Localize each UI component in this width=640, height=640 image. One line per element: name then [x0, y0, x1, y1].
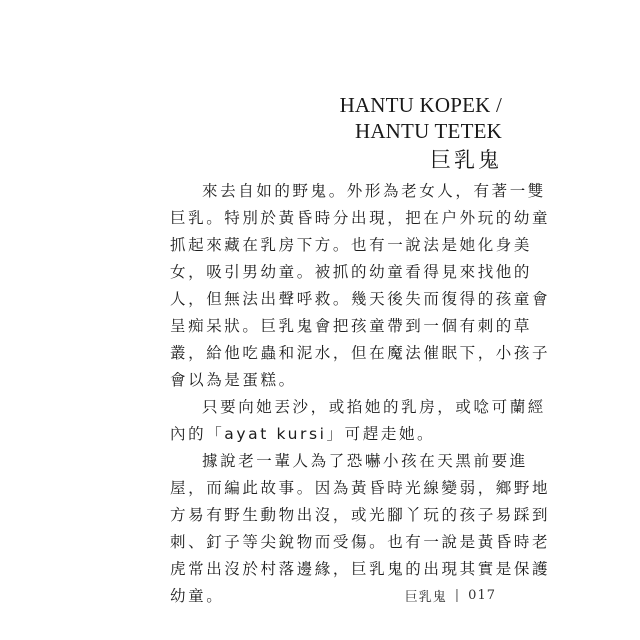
text-line: 內的「ayat kursi」可趕走她。	[170, 425, 436, 443]
page-number: 017	[468, 588, 496, 603]
text-line: 來去自如的野鬼。外形為老女人，有著一雙	[202, 182, 546, 200]
footer-separator: |	[454, 588, 461, 603]
text-line: 女，吸引男幼童。被抓的幼童看得見來找他的	[170, 263, 533, 281]
text-line: 幼童。	[170, 587, 225, 605]
title-malay-line-1: HANTU KOPEK /	[339, 93, 502, 117]
text-line: 只要向她丟沙，或掐她的乳房，或唸可蘭經	[202, 398, 546, 416]
text-line: 人，但無法出聲呼救。幾天後失而復得的孩童會	[170, 290, 551, 308]
body-text	[170, 178, 551, 610]
text-line: 會以為是蛋糕。	[170, 371, 297, 389]
text-line: 刺、釘子等尖銳物而受傷。也有一說是黃昏時老	[170, 533, 551, 551]
text-line: 抓起來藏在乳房下方。也有一說法是她化身美	[170, 236, 533, 254]
text-line: 呈痴呆狀。巨乳鬼會把孩童帶到一個有刺的草	[170, 317, 533, 335]
title-malay-line-2: HANTU TETEK	[354, 119, 502, 143]
text-line: 據說老一輩人為了恐嚇小孩在天黑前要進	[202, 452, 528, 470]
running-header-chapter: 巨乳鬼	[404, 590, 447, 605]
text-line: 方易有野生動物出沒，或光腳丫玩的孩子易踩到	[170, 506, 551, 524]
text-line: 巨乳。特別於黃昏時分出現，把在户外玩的幼童	[170, 209, 551, 227]
text-line: 虎常出沒於村落邊緣，巨乳鬼的出現其實是保護	[170, 560, 551, 578]
text-line: 叢，給他吃蟲和泥水，但在魔法催眠下，小孩子	[170, 344, 551, 362]
paragraph-2	[170, 394, 546, 448]
entry-title	[340, 92, 502, 175]
paragraph-1	[170, 178, 551, 394]
title-chinese: 巨乳鬼	[430, 148, 502, 172]
page-footer	[405, 586, 496, 605]
text-line: 屋，而編此故事。因為黃昏時光線變弱，鄉野地	[170, 479, 551, 497]
